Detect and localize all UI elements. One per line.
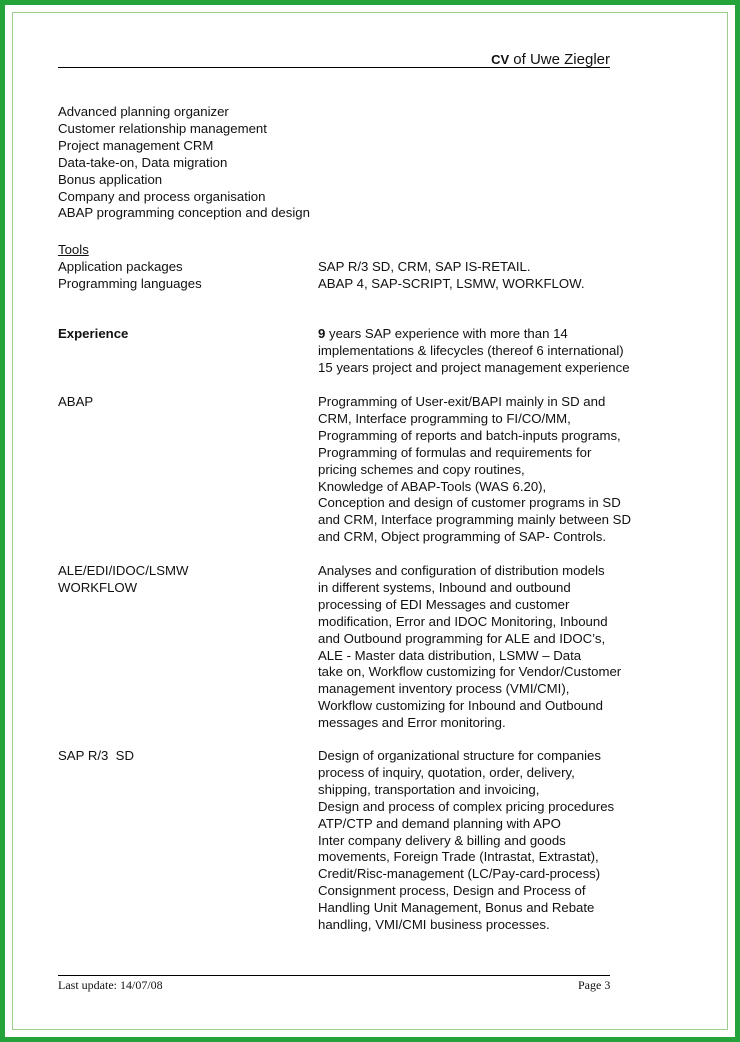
section-line: messages and Error monitoring. <box>318 715 506 731</box>
section-line: process of inquiry, quotation, order, delivery, <box>318 764 575 780</box>
tools-value: ABAP 4, SAP-SCRIPT, LSMW, WORKFLOW. <box>318 275 585 291</box>
section-line: and Outbound programming for ALE and IDOC’s, <box>318 630 606 646</box>
page-number: Page 3 <box>578 978 611 992</box>
section-text-ale <box>318 563 621 732</box>
section-label-ale <box>58 563 188 597</box>
skill-item: Data-take-on, Data migration <box>58 154 228 170</box>
experience-text <box>318 326 630 377</box>
section-line: and CRM, Object programming of SAP- Controls. <box>318 529 607 545</box>
experience-line: implementations & lifecycles (thereof 6 international) <box>318 342 624 358</box>
section-line: Design of organizational structure for companies <box>318 748 601 763</box>
section-text-sd <box>318 748 614 934</box>
cv-name: of Uwe Ziegler <box>513 51 610 68</box>
skill-item: Advanced planning organizer <box>58 104 229 119</box>
section-line: in different systems, Inbound and outbound <box>318 579 571 595</box>
section-line: Programming of User-exit/BAPI mainly in SD and <box>318 394 606 409</box>
skill-item: Company and process organisation <box>58 188 266 204</box>
section-label-sd <box>58 748 134 765</box>
section-line: Programming of formulas and requirements for <box>318 444 592 460</box>
section-label: ABAP <box>58 394 94 409</box>
section-line: Handling Unit Management, Bonus and Rebate <box>318 900 595 916</box>
experience-line: 15 years project and project management experience <box>318 359 630 375</box>
section-line: processing of EDI Messages and customer <box>318 596 570 612</box>
section-line: take on, Workflow customizing for Vendor/Customer <box>318 664 622 680</box>
section-line: Inter company delivery & billing and goods <box>318 832 566 848</box>
section-line: Credit/Risc-management (LC/Pay-card-process) <box>318 866 601 882</box>
section-text-abap <box>318 394 631 546</box>
section-line: ATP/CTP and demand planning with APO <box>318 815 561 831</box>
tools-label: Application packages <box>58 258 183 274</box>
last-update: Last update: 14/07/08 <box>58 978 163 992</box>
section-line: Knowledge of ABAP-Tools (WAS 6.20), <box>318 478 547 494</box>
section-line: movements, Foreign Trade (Intrastat, Extrastat), <box>318 849 599 865</box>
section-line: Design and process of complex pricing procedures <box>318 798 615 814</box>
tools-heading: Tools <box>58 242 89 257</box>
section-label: ALE/EDI/IDOC/LSMW <box>58 563 189 578</box>
section-line: shipping, transportation and invoicing, <box>318 781 540 797</box>
skills-list <box>58 104 310 222</box>
experience-heading: Experience <box>58 326 129 341</box>
section-label: WORKFLOW <box>58 579 138 595</box>
header-rule <box>58 67 610 68</box>
tools-values <box>318 259 585 293</box>
experience-years: 9 <box>318 326 326 341</box>
section-line: pricing schemes and copy routines, <box>318 461 525 477</box>
section-label: SAP R/3 SD <box>58 748 134 763</box>
section-line: ALE - Master data distribution, LSMW – Data <box>318 647 582 663</box>
section-label-abap <box>58 394 93 411</box>
section-line: Analyses and configuration of distribution models <box>318 563 605 578</box>
section-line: Consignment process, Design and Process of <box>318 883 586 899</box>
skill-item: ABAP programming conception and design <box>58 205 310 221</box>
tools-labels <box>58 242 202 293</box>
section-line: Workflow customizing for Inbound and Outbound <box>318 698 603 714</box>
experience-line: years SAP experience with more than 14 <box>325 326 568 341</box>
footer-rule <box>58 975 610 976</box>
skill-item: Bonus application <box>58 171 163 187</box>
section-line: Programming of reports and batch-inputs programs, <box>318 427 621 443</box>
section-line: management inventory process (VMI/CMI), <box>318 681 570 697</box>
section-line: Conception and design of customer programs in SD <box>318 495 621 511</box>
section-line: handling, VMI/CMI business processes. <box>318 917 550 933</box>
tools-label: Programming languages <box>58 275 202 291</box>
section-line: and CRM, Interface programming mainly between SD <box>318 512 631 528</box>
section-line: modification, Error and IDOC Monitoring, Inbound <box>318 613 608 629</box>
tools-value: SAP R/3 SD, CRM, SAP IS-RETAIL. <box>318 259 531 274</box>
skill-item: Customer relationship management <box>58 120 267 136</box>
section-line: CRM, Interface programming to FI/CO/MM, <box>318 410 571 426</box>
skill-item: Project management CRM <box>58 137 214 153</box>
cv-label: CV <box>491 52 510 67</box>
